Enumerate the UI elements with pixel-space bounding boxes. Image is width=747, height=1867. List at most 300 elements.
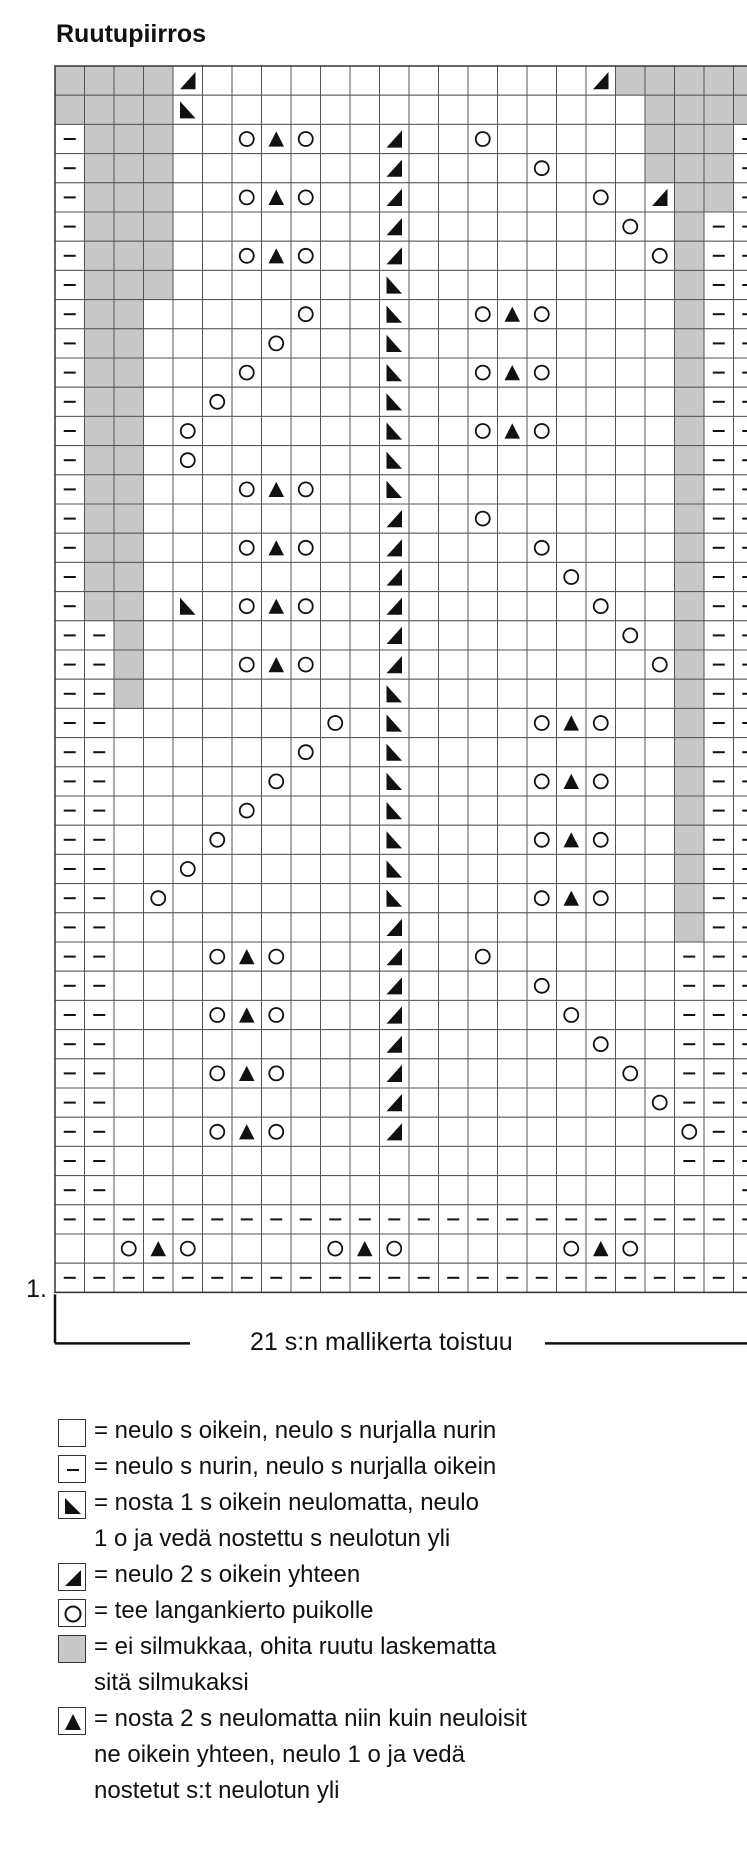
chart-cell	[616, 212, 646, 241]
chart-cell	[468, 329, 498, 358]
chart-cell	[203, 621, 233, 650]
chart-cell	[645, 416, 675, 445]
chart-cell	[498, 971, 528, 1000]
chart-cell	[262, 416, 292, 445]
chart-cell	[409, 387, 439, 416]
chart-cell	[704, 1234, 734, 1263]
chart-cell	[114, 1088, 144, 1117]
chart-cell	[380, 738, 410, 767]
chart-cell	[439, 650, 469, 679]
chart-cell	[262, 1088, 292, 1117]
chart-cell	[203, 66, 233, 95]
chart-cell	[203, 504, 233, 533]
chart-cell	[144, 358, 174, 387]
chart-cell	[586, 475, 616, 504]
chart-cell	[557, 942, 587, 971]
chart-cell	[616, 1146, 646, 1175]
chart-cell	[291, 825, 321, 854]
no-stitch-cell	[675, 358, 705, 387]
chart-cell	[144, 767, 174, 796]
chart-cell	[203, 1088, 233, 1117]
chart-cell	[321, 854, 351, 883]
chart-cell	[203, 767, 233, 796]
chart-cell	[173, 124, 203, 153]
chart-cell	[409, 650, 439, 679]
chart-cell	[675, 1234, 705, 1263]
chart-cell	[144, 738, 174, 767]
no-stitch-cell	[675, 416, 705, 445]
chart-cell	[527, 446, 557, 475]
chart-cell	[498, 942, 528, 971]
chart-cell	[262, 66, 292, 95]
chart-cell	[350, 562, 380, 591]
no-stitch-cell	[675, 767, 705, 796]
chart-cell	[232, 796, 262, 825]
chart-cell	[409, 621, 439, 650]
chart-cell	[409, 154, 439, 183]
chart-cell	[291, 1000, 321, 1029]
chart-cell	[321, 416, 351, 445]
chart-cell	[439, 1146, 469, 1175]
no-stitch-cell	[144, 124, 174, 153]
chart-cell	[232, 329, 262, 358]
chart-cell	[350, 124, 380, 153]
chart-cell	[173, 446, 203, 475]
chart-cell	[291, 621, 321, 650]
chart-cell	[291, 942, 321, 971]
chart-cell	[203, 562, 233, 591]
chart-cell	[262, 329, 292, 358]
chart-cell	[498, 329, 528, 358]
chart-cell	[527, 358, 557, 387]
chart-cell	[645, 358, 675, 387]
chart-cell	[586, 183, 616, 212]
chart-cell	[498, 825, 528, 854]
chart-cell	[439, 796, 469, 825]
chart-cell	[232, 621, 262, 650]
chart-cell	[262, 154, 292, 183]
chart-cell	[291, 300, 321, 329]
legend-text: = neulo s nurin, neulo s nurjalla oikein	[94, 1453, 497, 1480]
chart-cell	[527, 738, 557, 767]
chart-cell	[498, 1030, 528, 1059]
chart-cell	[439, 241, 469, 270]
chart-cell	[173, 592, 203, 621]
chart-cell	[409, 562, 439, 591]
chart-cell	[409, 329, 439, 358]
chart-cell	[321, 475, 351, 504]
chart-cell	[321, 300, 351, 329]
chart-cell	[586, 300, 616, 329]
chart-cell	[262, 942, 292, 971]
no-stitch-cell	[675, 387, 705, 416]
chart-cell	[616, 154, 646, 183]
no-stitch-cell	[85, 66, 115, 95]
no-stitch-cell	[85, 241, 115, 270]
chart-cell	[616, 562, 646, 591]
chart-cell	[321, 971, 351, 1000]
chart-cell	[144, 913, 174, 942]
chart-cell	[114, 913, 144, 942]
chart-cell	[321, 767, 351, 796]
no-stitch-cell	[144, 66, 174, 95]
chart-cell	[321, 241, 351, 270]
chart-cell	[498, 124, 528, 153]
chart-cell	[557, 95, 587, 124]
no-stitch-cell	[616, 66, 646, 95]
chart-cell	[114, 1234, 144, 1263]
no-stitch-cell	[144, 183, 174, 212]
no-stitch-cell	[114, 66, 144, 95]
chart-cell	[203, 738, 233, 767]
chart-cell	[468, 562, 498, 591]
chart-cell	[173, 1146, 203, 1175]
chart-cell	[262, 212, 292, 241]
chart-cell	[527, 971, 557, 1000]
chart-cell	[232, 504, 262, 533]
chart-cell	[439, 1176, 469, 1205]
chart-cell	[409, 1088, 439, 1117]
chart-cell	[262, 1234, 292, 1263]
chart-cell	[232, 241, 262, 270]
chart-cell	[144, 796, 174, 825]
chart-cell	[262, 1146, 292, 1175]
no-stitch-cell	[114, 387, 144, 416]
chart-cell	[557, 270, 587, 299]
chart-cell	[350, 708, 380, 737]
chart-cell	[409, 124, 439, 153]
chart-cell	[380, 504, 410, 533]
chart-cell	[439, 592, 469, 621]
chart-cell	[321, 446, 351, 475]
chart-cell	[203, 854, 233, 883]
chart-cell	[173, 1234, 203, 1263]
chart-cell	[262, 825, 292, 854]
chart-cell	[350, 884, 380, 913]
chart-cell	[616, 270, 646, 299]
chart-cell	[262, 884, 292, 913]
chart-cell	[498, 1176, 528, 1205]
no-stitch-cell	[114, 154, 144, 183]
chart-cell	[586, 241, 616, 270]
chart-cell	[586, 562, 616, 591]
chart-cell	[616, 1088, 646, 1117]
chart-cell	[203, 358, 233, 387]
chart-cell	[586, 358, 616, 387]
chart-cell	[616, 650, 646, 679]
chart-cell	[468, 66, 498, 95]
chart-cell	[144, 1030, 174, 1059]
no-stitch-cell	[704, 183, 734, 212]
chart-cell	[350, 854, 380, 883]
legend-text: = nosta 1 s oikein neulomatta, neulo	[94, 1489, 479, 1516]
chart-cell	[468, 154, 498, 183]
chart-cell	[203, 533, 233, 562]
chart-cell	[498, 533, 528, 562]
chart-cell	[468, 738, 498, 767]
chart-cell	[409, 1059, 439, 1088]
chart-cell	[468, 796, 498, 825]
chart-cell	[291, 446, 321, 475]
chart-cell	[262, 1000, 292, 1029]
chart-cell	[557, 650, 587, 679]
legend-text: = tee langankierto puikolle	[94, 1597, 374, 1624]
chart-cell	[439, 825, 469, 854]
no-stitch-cell	[675, 329, 705, 358]
chart-cell	[114, 1176, 144, 1205]
chart-cell	[203, 884, 233, 913]
chart-cell	[468, 212, 498, 241]
chart-cell	[291, 796, 321, 825]
chart-cell	[498, 621, 528, 650]
chart-cell	[439, 387, 469, 416]
no-stitch-cell	[114, 650, 144, 679]
chart-cell	[262, 738, 292, 767]
chart-cell	[557, 1146, 587, 1175]
chart-cell	[616, 329, 646, 358]
no-stitch-cell	[675, 854, 705, 883]
chart-cell	[616, 621, 646, 650]
chart-cell	[557, 241, 587, 270]
chart-cell	[616, 95, 646, 124]
chart-cell	[498, 475, 528, 504]
chart-cell	[527, 621, 557, 650]
no-stitch-cell	[144, 95, 174, 124]
chart-cell	[468, 1146, 498, 1175]
chart-cell	[527, 212, 557, 241]
chart-cell	[173, 767, 203, 796]
chart-cell	[380, 1146, 410, 1175]
chart-cell	[144, 708, 174, 737]
chart-cell	[321, 387, 351, 416]
chart-cell	[409, 66, 439, 95]
chart-cell	[586, 533, 616, 562]
chart-cell	[439, 154, 469, 183]
chart-cell	[144, 300, 174, 329]
no-stitch-cell	[114, 562, 144, 591]
chart-cell	[173, 942, 203, 971]
chart-cell	[232, 592, 262, 621]
chart-cell	[203, 971, 233, 1000]
chart-cell	[380, 1234, 410, 1263]
chart-cell	[203, 387, 233, 416]
chart-cell	[439, 300, 469, 329]
chart-cell	[468, 446, 498, 475]
chart-cell	[203, 183, 233, 212]
chart-cell	[203, 1146, 233, 1175]
chart-cell	[262, 621, 292, 650]
chart-cell	[350, 796, 380, 825]
chart-cell	[527, 241, 557, 270]
legend-text-continued: 1 o ja vedä nostettu s neulotun yli	[94, 1525, 451, 1552]
chart-cell	[291, 650, 321, 679]
chart-cell	[498, 854, 528, 883]
chart-cell	[203, 270, 233, 299]
no-stitch-cell	[675, 446, 705, 475]
no-stitch-cell	[85, 183, 115, 212]
chart-cell	[498, 1234, 528, 1263]
chart-cell	[232, 971, 262, 1000]
chart-cell	[291, 971, 321, 1000]
chart-cell	[232, 650, 262, 679]
chart-cell	[232, 1234, 262, 1263]
chart-cell	[557, 592, 587, 621]
no-stitch-cell	[675, 212, 705, 241]
chart-cell	[557, 212, 587, 241]
chart-cell	[173, 1030, 203, 1059]
chart-cell	[557, 913, 587, 942]
no-stitch-cell	[55, 66, 85, 95]
chart-cell	[262, 387, 292, 416]
no-stitch-cell	[704, 95, 734, 124]
chart-cell	[468, 124, 498, 153]
chart-cell	[173, 95, 203, 124]
no-stitch-cell	[114, 212, 144, 241]
chart-cell	[409, 95, 439, 124]
chart-cell	[232, 738, 262, 767]
chart-cell	[586, 738, 616, 767]
chart-cell	[645, 679, 675, 708]
chart-cell	[291, 1088, 321, 1117]
chart-cell	[350, 1000, 380, 1029]
chart-cell	[468, 913, 498, 942]
chart-cell	[468, 270, 498, 299]
chart-cell	[557, 446, 587, 475]
chart-cell	[321, 124, 351, 153]
chart-cell	[468, 1176, 498, 1205]
chart-cell	[527, 796, 557, 825]
chart-cell	[173, 154, 203, 183]
chart-cell	[203, 212, 233, 241]
chart-cell	[468, 358, 498, 387]
chart-cell	[498, 95, 528, 124]
no-stitch-cell	[114, 95, 144, 124]
chart-cell	[232, 679, 262, 708]
chart-cell	[586, 1000, 616, 1029]
chart-cell	[439, 854, 469, 883]
chart-cell	[645, 854, 675, 883]
chart-cell	[645, 738, 675, 767]
chart-cell	[616, 592, 646, 621]
chart-cell	[616, 913, 646, 942]
chart-cell	[527, 1117, 557, 1146]
no-stitch-cell	[85, 533, 115, 562]
chart-cell	[645, 1059, 675, 1088]
chart-cell	[380, 183, 410, 212]
chart-cell	[586, 825, 616, 854]
chart-cell	[409, 416, 439, 445]
chart-cell	[291, 66, 321, 95]
chart-cell	[114, 1117, 144, 1146]
chart-cell	[350, 270, 380, 299]
chart-cell	[291, 329, 321, 358]
chart-cell	[409, 533, 439, 562]
chart-cell	[557, 1059, 587, 1088]
chart-cell	[232, 154, 262, 183]
dash-icon	[58, 1455, 86, 1483]
chart-cell	[616, 183, 646, 212]
chart-cell	[557, 183, 587, 212]
chart-cell	[291, 124, 321, 153]
chart-cell	[557, 562, 587, 591]
chart-cell	[291, 562, 321, 591]
chart-cell	[173, 679, 203, 708]
chart-cell	[586, 1117, 616, 1146]
chart-cell	[144, 1088, 174, 1117]
chart-cell	[498, 592, 528, 621]
chart-cell	[232, 1030, 262, 1059]
chart-cell	[380, 942, 410, 971]
chart-cell	[645, 446, 675, 475]
grey-square-icon	[58, 1635, 86, 1663]
chart-cell	[498, 212, 528, 241]
chart-cell	[291, 504, 321, 533]
chart-cell	[557, 66, 587, 95]
chart-cell	[409, 884, 439, 913]
chart-cell	[645, 1088, 675, 1117]
legend-text: = nosta 2 s neulomatta niin kuin neuloisit	[94, 1705, 527, 1732]
chart-cell	[409, 738, 439, 767]
chart-cell	[557, 1234, 587, 1263]
chart-cell	[527, 884, 557, 913]
chart-cell	[321, 592, 351, 621]
chart-cell	[468, 650, 498, 679]
no-stitch-cell	[85, 446, 115, 475]
chart-cell	[616, 387, 646, 416]
chart-cell	[144, 650, 174, 679]
chart-cell	[203, 95, 233, 124]
chart-cell	[645, 796, 675, 825]
no-stitch-cell	[144, 241, 174, 270]
chart-cell	[350, 1117, 380, 1146]
chart-cell	[114, 971, 144, 1000]
chart-cell	[321, 270, 351, 299]
chart-cell	[645, 942, 675, 971]
chart-cell	[232, 212, 262, 241]
chart-cell	[321, 358, 351, 387]
legend-text: = neulo 2 s oikein yhteen	[94, 1561, 361, 1588]
chart-cell	[409, 708, 439, 737]
chart-cell	[291, 241, 321, 270]
chart-cell	[616, 533, 646, 562]
chart-cell	[468, 854, 498, 883]
chart-cell	[173, 270, 203, 299]
chart-cell	[409, 1146, 439, 1175]
chart-cell	[439, 66, 469, 95]
chart-cell	[439, 708, 469, 737]
chart-cell	[232, 825, 262, 854]
chart-cell	[557, 1117, 587, 1146]
chart-cell	[321, 212, 351, 241]
chart-cell	[468, 475, 498, 504]
centered-triangle-icon	[58, 1707, 86, 1735]
chart-cell	[645, 387, 675, 416]
chart-cell	[232, 95, 262, 124]
chart-cell	[557, 154, 587, 183]
chart-cell	[498, 66, 528, 95]
chart-cell	[380, 1030, 410, 1059]
chart-cell	[262, 95, 292, 124]
chart-cell	[114, 796, 144, 825]
chart-cell	[203, 475, 233, 504]
no-stitch-cell	[675, 475, 705, 504]
chart-cell	[203, 708, 233, 737]
no-stitch-cell	[704, 124, 734, 153]
chart-cell	[498, 1088, 528, 1117]
chart-cell	[527, 1176, 557, 1205]
no-stitch-cell	[85, 358, 115, 387]
no-stitch-cell	[704, 66, 734, 95]
